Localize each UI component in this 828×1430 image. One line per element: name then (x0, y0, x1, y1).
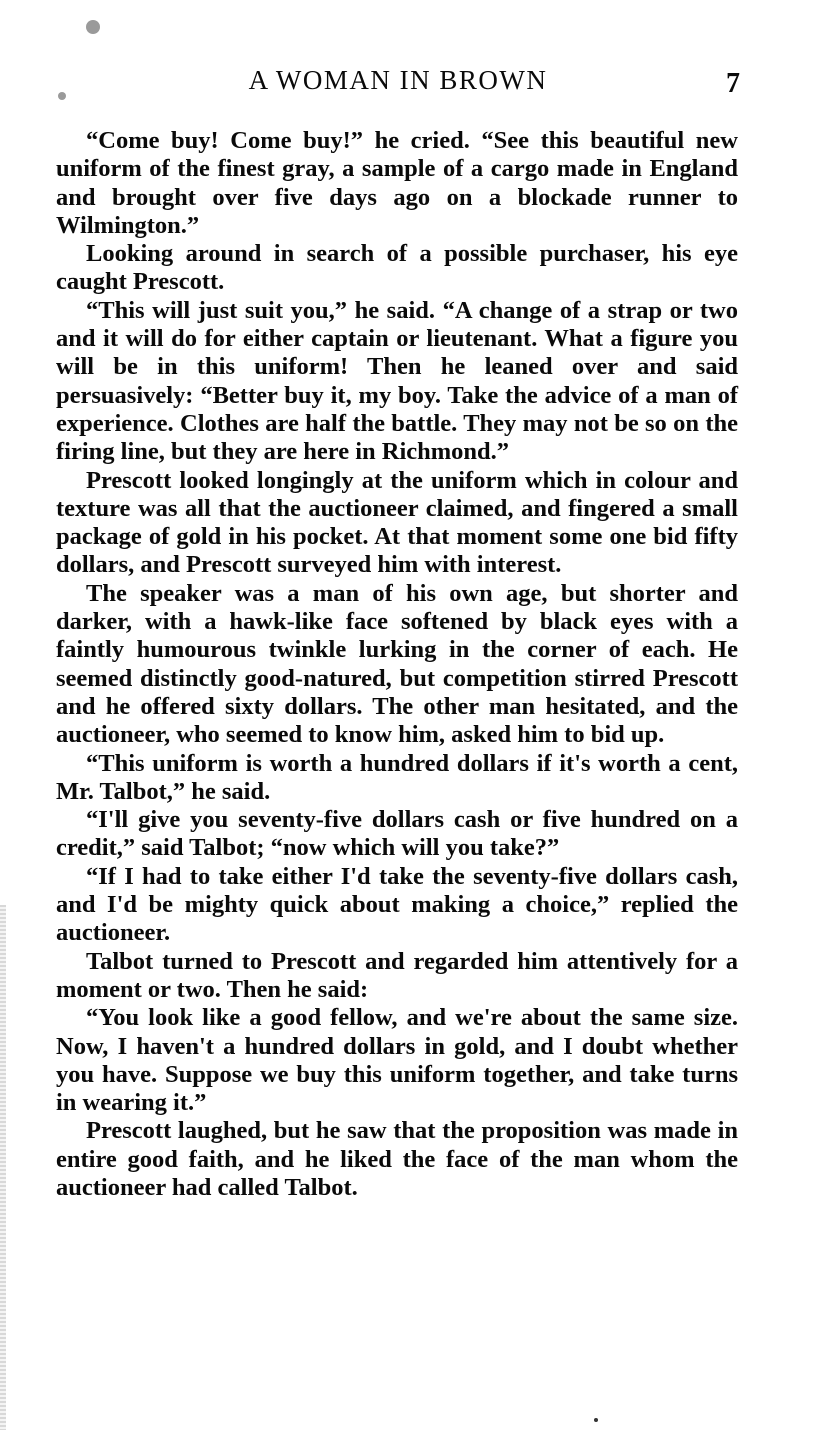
paragraph: Talbot turned to Prescott and regarded him attentively for a moment or two. Then he said: (56, 947, 738, 1003)
paragraph: The speaker was a man of his own age, but shorter and darker, with a hawk-like face softened by black eyes with a faintly humourous twinkle lurking in the corner of each. He seemed distinctly good-natured, but competition stirred Prescott and he offered sixty dollars. The other man hesitated, and the auctioneer, who seemed to know him, asked him to bid up. (56, 579, 738, 749)
page-number: 7 (726, 68, 740, 99)
running-title: A WOMAN IN BROWN (248, 65, 548, 95)
ink-speck (86, 20, 100, 34)
paragraph: Prescott looked longingly at the uniform which in colour and texture was all that the auctioneer claimed, and fingered a small package of gold in his pocket. At that moment some one bid fifty dollars, and Prescott surveyed him with interest. (56, 466, 738, 579)
paragraph: “If I had to take either I'd take the seventy-five dollars cash, and I'd be mighty quick about making a choice,” replied the auctioneer. (56, 862, 738, 947)
paragraph: “You look like a good fellow, and we're about the same size. Now, I haven't a hundred dollars in gold, and I doubt whether you have. Suppose we buy this uniform together, and take turns in wearing it.” (56, 1004, 738, 1117)
body-text (56, 127, 738, 1202)
paragraph: “Come buy! Come buy!” he cried. “See this beautiful new uniform of the finest gray, a sample of a cargo made in England and brought over five days ago on a blockade runner to Wilmington.” (56, 127, 738, 239)
paragraph: “I'll give you seventy-five dollars cash or five hundred on a credit,” said Talbot; “now which will you take?” (56, 806, 738, 862)
paragraph: Prescott laughed, but he saw that the proposition was made in entire good faith, and he liked the face of the man whom the auctioneer had called Talbot. (56, 1117, 738, 1201)
paragraph: “This uniform is worth a hundred dollars if it's worth a cent, Mr. Talbot,” he said. (56, 749, 738, 805)
ink-speck (594, 1418, 598, 1422)
paragraph: Looking around in search of a possible purchaser, his eye caught Prescott. (56, 240, 738, 296)
page-edge-shadow (0, 905, 6, 1430)
paragraph: “This will just suit you,” he said. “A change of a strap or two and it will do for either captain or lieutenant. What a figure you will be in this uniform! Then he leaned over and said persuasively: “Better buy it, my boy. Take the advice of a man of experience. Clothes are half the battle. They may not be so on the firing line, but they are here in Richmond.” (56, 296, 738, 466)
running-head (56, 62, 740, 98)
